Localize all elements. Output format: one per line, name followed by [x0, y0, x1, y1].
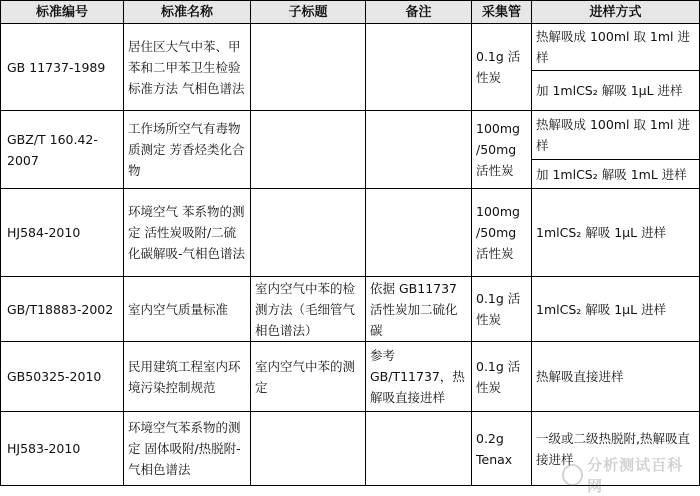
- method-line: 加 1mlCS₂ 解吸 1μL 进样: [536, 83, 683, 98]
- header-tube: 采集管: [472, 1, 532, 24]
- cell-name: 工作场所空气有毒物质测定 芳香烃类化合物: [124, 111, 251, 189]
- cell-subtitle: 室内空气中苯的测定: [251, 342, 366, 412]
- header-name: 标准名称: [124, 1, 251, 24]
- cell-subtitle: [251, 24, 366, 111]
- watermark-logo-icon: [562, 464, 583, 486]
- cell-subtitle: [251, 189, 366, 277]
- header-subtitle: 子标题: [251, 1, 366, 24]
- table-row: [1, 111, 700, 189]
- header-row: [1, 1, 700, 24]
- header-code: 标准编号: [1, 1, 124, 24]
- cell-note: 依据 GB11737 活性炭加二硫化碳: [366, 277, 472, 342]
- cell-method: 1mlCS₂ 解吸 1μL 进样: [532, 277, 700, 342]
- cell-method: 热解吸直接进样: [532, 342, 700, 412]
- method-line: 加 1mlCS₂ 解吸 1mL 进样: [536, 166, 687, 182]
- cell-tube: 0.1g 活性炭: [472, 342, 532, 412]
- cell-code: GB 11737-1989: [1, 24, 124, 111]
- cell-note: [366, 111, 472, 189]
- cell-tube: 100mg /50mg 活性炭: [472, 111, 532, 189]
- cell-name: 环境空气 苯系物的测定 活性炭吸附/二硫化碳解吸-气相色谱法: [124, 189, 251, 277]
- method-line: 热解吸成 100ml 取 1ml 进样: [532, 24, 699, 71]
- cell-method: 一级或二级热脱附,热解吸直接进样: [532, 412, 700, 486]
- watermark: [562, 456, 694, 495]
- watermark-text: 分析测试百科网: [587, 456, 684, 495]
- cell-subtitle: 室内空气中苯的检测方法（毛细管气相色谱法）: [251, 277, 366, 342]
- cell-tube: 100mg /50mg 活性炭: [472, 189, 532, 277]
- cell-name: 居住区大气中苯、甲苯和二甲苯卫生检验标准方法 气相色谱法: [124, 24, 251, 111]
- table-row: [1, 189, 700, 277]
- cell-subtitle: [251, 412, 366, 486]
- cell-method: [532, 24, 700, 111]
- table-row: [1, 24, 700, 111]
- cell-code: GB/T18883-2002: [1, 277, 124, 342]
- cell-note: [366, 24, 472, 111]
- table-row: [1, 277, 700, 342]
- cell-name: 民用建筑工程室内环境污染控制规范: [124, 342, 251, 412]
- cell-note: 参考 GB/T11737，热解吸直接进样: [366, 342, 472, 412]
- header-method: 进样方式: [532, 1, 700, 24]
- cell-code: HJ583-2010: [1, 412, 124, 486]
- cell-method: [532, 111, 700, 189]
- table-row: [1, 342, 700, 412]
- cell-name: 室内空气质量标准: [124, 277, 251, 342]
- cell-tube: 0.1g 活性炭: [472, 24, 532, 111]
- cell-note: [366, 189, 472, 277]
- cell-code: GB50325-2010: [1, 342, 124, 412]
- cell-code: HJ584-2010: [1, 189, 124, 277]
- header-note: 备注: [366, 1, 472, 24]
- cell-method: 1mlCS₂ 解吸 1μL 进样: [532, 189, 700, 277]
- cell-code: GBZ/T 160.42-2007: [1, 111, 124, 189]
- method-line: 热解吸成 100ml 取 1ml 进样: [532, 111, 699, 160]
- cell-tube: 0.2g Tenax: [472, 412, 532, 486]
- cell-subtitle: [251, 111, 366, 189]
- cell-tube: 0.1g 活性炭: [472, 277, 532, 342]
- cell-name: 环境空气苯系物的测定 固体吸附/热脱附-气相色谱法: [124, 412, 251, 486]
- cell-note: [366, 412, 472, 486]
